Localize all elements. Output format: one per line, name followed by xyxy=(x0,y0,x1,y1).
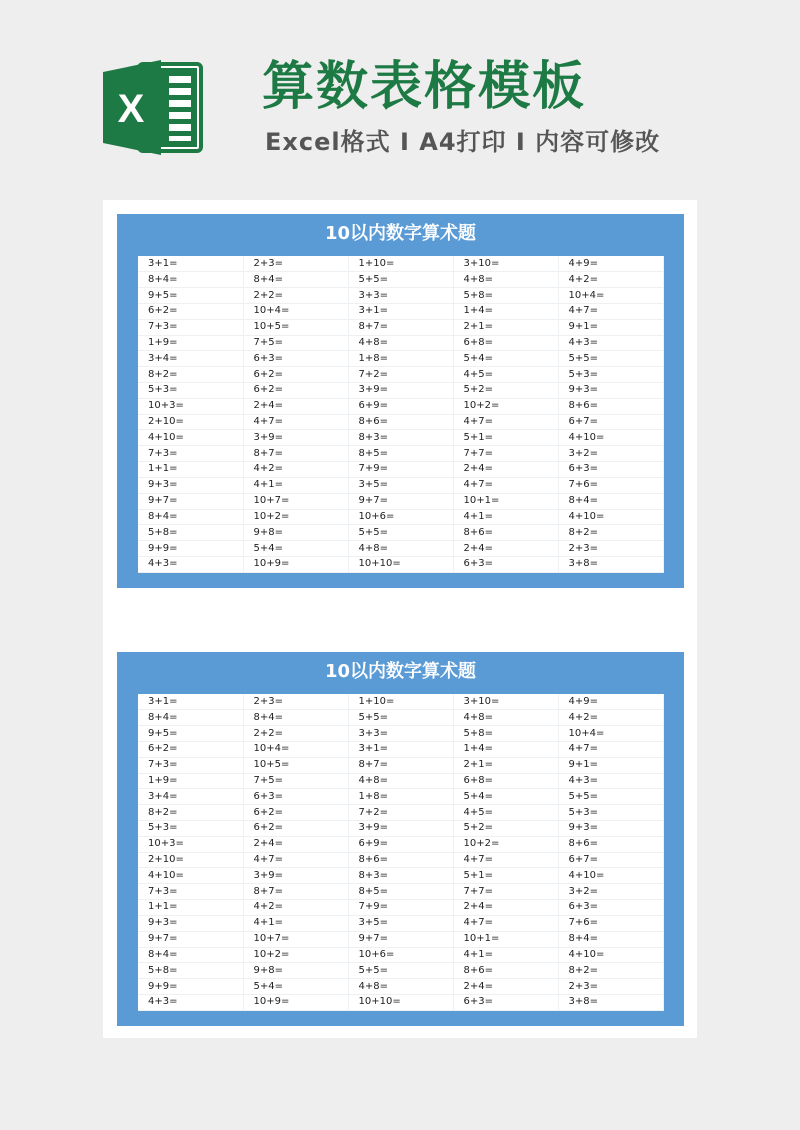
exercise-cell[interactable]: 1+8= xyxy=(348,351,453,367)
exercise-cell[interactable]: 3+5= xyxy=(348,915,453,931)
exercise-cell[interactable]: 5+5= xyxy=(348,272,453,288)
exercise-cell[interactable]: 10+9= xyxy=(243,994,348,1010)
exercise-cell[interactable]: 8+4= xyxy=(138,272,243,288)
exercise-cell[interactable]: 2+3= xyxy=(558,541,663,557)
table-row xyxy=(138,694,663,710)
exercise-cell[interactable]: 6+9= xyxy=(348,836,453,852)
exercise-cell[interactable]: 4+2= xyxy=(243,462,348,478)
exercise-cell[interactable]: 6+3= xyxy=(558,900,663,916)
exercise-cell[interactable]: 5+5= xyxy=(558,789,663,805)
exercise-cell[interactable]: 1+4= xyxy=(453,741,558,757)
exercise-cell[interactable]: 4+5= xyxy=(453,367,558,383)
exercise-cell[interactable]: 7+6= xyxy=(558,477,663,493)
table-row xyxy=(138,805,663,821)
exercise-cell[interactable]: 5+8= xyxy=(138,525,243,541)
exercise-cell[interactable]: 7+2= xyxy=(348,805,453,821)
exercise-cell[interactable]: 4+10= xyxy=(558,430,663,446)
exercise-cell[interactable]: 8+3= xyxy=(348,868,453,884)
exercise-cell[interactable]: 9+7= xyxy=(348,493,453,509)
exercise-cell[interactable]: 8+6= xyxy=(348,414,453,430)
exercise-cell[interactable]: 1+9= xyxy=(138,773,243,789)
exercise-cell[interactable]: 8+4= xyxy=(138,947,243,963)
table-row xyxy=(138,789,663,805)
header xyxy=(0,0,800,200)
exercise-table xyxy=(138,256,664,573)
exercise-cell[interactable]: 4+10= xyxy=(138,430,243,446)
exercise-cell[interactable]: 2+2= xyxy=(243,288,348,304)
exercise-cell[interactable]: 2+10= xyxy=(138,414,243,430)
table-row xyxy=(138,272,663,288)
exercise-cell[interactable]: 1+1= xyxy=(138,900,243,916)
exercise-cell[interactable]: 5+5= xyxy=(348,963,453,979)
table-row xyxy=(138,493,663,509)
table-row xyxy=(138,915,663,931)
exercise-cell[interactable]: 10+4= xyxy=(558,288,663,304)
exercise-cell[interactable]: 2+4= xyxy=(453,979,558,995)
exercise-cell[interactable]: 5+2= xyxy=(453,821,558,837)
table-row xyxy=(138,821,663,837)
table-row xyxy=(138,414,663,430)
exercise-panel xyxy=(117,652,684,1026)
table-row xyxy=(138,462,663,478)
exercise-cell[interactable]: 4+1= xyxy=(243,915,348,931)
exercise-cell[interactable]: 6+2= xyxy=(138,741,243,757)
exercise-cell[interactable]: 2+4= xyxy=(453,541,558,557)
exercise-cell[interactable]: 7+5= xyxy=(243,773,348,789)
table-row xyxy=(138,477,663,493)
exercise-cell[interactable]: 3+8= xyxy=(558,556,663,572)
table-row xyxy=(138,726,663,742)
table-row xyxy=(138,351,663,367)
exercise-cell[interactable]: 5+4= xyxy=(453,789,558,805)
exercise-cell[interactable]: 8+6= xyxy=(453,525,558,541)
logo-letter: X xyxy=(117,87,145,131)
exercise-cell[interactable]: 4+7= xyxy=(558,741,663,757)
exercise-cell[interactable]: 4+10= xyxy=(138,868,243,884)
exercise-cell[interactable]: 4+3= xyxy=(558,335,663,351)
exercise-cell[interactable]: 8+6= xyxy=(558,398,663,414)
exercise-cell[interactable]: 10+2= xyxy=(243,509,348,525)
exercise-cell[interactable]: 1+8= xyxy=(348,789,453,805)
exercise-cell[interactable]: 4+3= xyxy=(558,773,663,789)
exercise-cell[interactable]: 6+8= xyxy=(453,773,558,789)
exercise-cell[interactable]: 9+8= xyxy=(243,963,348,979)
exercise-cell[interactable]: 5+5= xyxy=(348,525,453,541)
exercise-cell[interactable]: 4+8= xyxy=(348,335,453,351)
exercise-cell[interactable]: 10+1= xyxy=(453,931,558,947)
exercise-cell[interactable]: 4+8= xyxy=(453,272,558,288)
table-row xyxy=(138,525,663,541)
exercise-cell[interactable]: 10+9= xyxy=(243,556,348,572)
exercise-cell[interactable]: 10+10= xyxy=(348,556,453,572)
exercise-cell[interactable]: 10+6= xyxy=(348,509,453,525)
exercise-cell[interactable]: 8+7= xyxy=(243,884,348,900)
exercise-cell[interactable]: 8+6= xyxy=(558,836,663,852)
exercise-cell[interactable]: 10+5= xyxy=(243,757,348,773)
exercise-cell[interactable]: 4+5= xyxy=(453,805,558,821)
exercise-cell[interactable]: 4+1= xyxy=(453,947,558,963)
exercise-cell[interactable]: 10+4= xyxy=(558,726,663,742)
exercise-cell[interactable]: 8+2= xyxy=(558,525,663,541)
exercise-cell[interactable]: 8+7= xyxy=(348,319,453,335)
exercise-cell[interactable]: 8+6= xyxy=(453,963,558,979)
table-row xyxy=(138,773,663,789)
exercise-cell[interactable]: 4+3= xyxy=(138,556,243,572)
exercise-cell[interactable]: 4+2= xyxy=(558,272,663,288)
table-row xyxy=(138,556,663,572)
exercise-cell[interactable]: 5+8= xyxy=(138,963,243,979)
exercise-cell[interactable]: 4+7= xyxy=(453,477,558,493)
table-row xyxy=(138,963,663,979)
exercise-cell[interactable]: 4+7= xyxy=(453,414,558,430)
exercise-cell[interactable]: 6+3= xyxy=(243,789,348,805)
exercise-cell[interactable]: 7+7= xyxy=(453,884,558,900)
table-row xyxy=(138,303,663,319)
exercise-cell[interactable]: 9+3= xyxy=(138,477,243,493)
excel-logo-icon xyxy=(103,60,203,155)
exercise-cell[interactable]: 10+7= xyxy=(243,493,348,509)
exercise-panel xyxy=(117,214,684,588)
exercise-cell[interactable]: 6+7= xyxy=(558,852,663,868)
table-row xyxy=(138,836,663,852)
page-subtitle: Excel格式 I A4打印 I 内容可修改 xyxy=(265,128,661,156)
exercise-cell[interactable]: 9+7= xyxy=(138,493,243,509)
exercise-cell[interactable]: 7+3= xyxy=(138,446,243,462)
exercise-cell[interactable]: 8+7= xyxy=(348,757,453,773)
worksheet-paper xyxy=(103,200,697,1038)
table-row xyxy=(138,430,663,446)
exercise-cell[interactable]: 4+3= xyxy=(138,994,243,1010)
exercise-cell[interactable]: 7+9= xyxy=(348,462,453,478)
exercise-cell[interactable]: 4+2= xyxy=(558,710,663,726)
exercise-cell[interactable]: 1+9= xyxy=(138,335,243,351)
exercise-cell[interactable]: 8+4= xyxy=(138,509,243,525)
exercise-cell[interactable]: 9+7= xyxy=(138,931,243,947)
table-row xyxy=(138,710,663,726)
exercise-cell[interactable]: 3+10= xyxy=(453,256,558,272)
exercise-cell[interactable]: 2+3= xyxy=(558,979,663,995)
exercise-cell[interactable]: 4+10= xyxy=(558,947,663,963)
exercise-cell[interactable]: 3+4= xyxy=(138,351,243,367)
exercise-cell[interactable]: 5+3= xyxy=(138,383,243,399)
exercise-cell[interactable]: 3+4= xyxy=(138,789,243,805)
exercise-cell[interactable]: 4+7= xyxy=(558,303,663,319)
exercise-cell[interactable]: 9+8= xyxy=(243,525,348,541)
exercise-cell[interactable]: 2+2= xyxy=(243,726,348,742)
exercise-cell[interactable]: 5+3= xyxy=(558,805,663,821)
exercise-cell[interactable]: 5+5= xyxy=(558,351,663,367)
exercise-cell[interactable]: 3+9= xyxy=(243,868,348,884)
table-row xyxy=(138,319,663,335)
exercise-cell[interactable]: 9+7= xyxy=(348,931,453,947)
exercise-cell[interactable]: 3+10= xyxy=(453,694,558,710)
exercise-table-body xyxy=(138,256,663,573)
table-row xyxy=(138,541,663,557)
exercise-cell[interactable]: 2+4= xyxy=(453,462,558,478)
exercise-cell[interactable]: 3+1= xyxy=(138,694,243,710)
exercise-cell[interactable]: 5+2= xyxy=(453,383,558,399)
exercise-cell[interactable]: 10+2= xyxy=(453,398,558,414)
exercise-cell[interactable]: 7+3= xyxy=(138,757,243,773)
exercise-cell[interactable]: 4+8= xyxy=(348,773,453,789)
exercise-cell[interactable]: 10+10= xyxy=(348,994,453,1010)
table-row xyxy=(138,335,663,351)
table-row xyxy=(138,900,663,916)
panel-title: 10以内数字算术题 xyxy=(324,223,477,244)
exercise-cell[interactable]: 2+1= xyxy=(453,757,558,773)
exercise-cell[interactable]: 4+7= xyxy=(453,915,558,931)
exercise-table xyxy=(138,694,664,1011)
exercise-cell[interactable]: 3+2= xyxy=(558,446,663,462)
exercise-cell[interactable]: 5+4= xyxy=(243,979,348,995)
exercise-cell[interactable]: 10+2= xyxy=(453,836,558,852)
exercise-cell[interactable]: 8+5= xyxy=(348,884,453,900)
exercise-cell[interactable]: 8+4= xyxy=(558,931,663,947)
table-row xyxy=(138,994,663,1010)
exercise-cell[interactable]: 4+1= xyxy=(453,509,558,525)
exercise-cell[interactable]: 2+4= xyxy=(243,398,348,414)
exercise-cell[interactable]: 3+8= xyxy=(558,994,663,1010)
exercise-cell[interactable]: 10+2= xyxy=(243,947,348,963)
exercise-cell[interactable]: 8+4= xyxy=(243,272,348,288)
exercise-cell[interactable]: 3+3= xyxy=(348,288,453,304)
exercise-cell[interactable]: 4+8= xyxy=(348,979,453,995)
exercise-cell[interactable]: 5+1= xyxy=(453,868,558,884)
exercise-cell[interactable]: 10+5= xyxy=(243,319,348,335)
exercise-cell[interactable]: 4+1= xyxy=(243,477,348,493)
exercise-table-body xyxy=(138,694,663,1011)
exercise-cell[interactable]: 7+3= xyxy=(138,884,243,900)
exercise-cell[interactable]: 3+1= xyxy=(348,741,453,757)
exercise-cell[interactable]: 6+2= xyxy=(243,821,348,837)
exercise-cell[interactable]: 6+3= xyxy=(558,462,663,478)
table-row xyxy=(138,288,663,304)
exercise-cell[interactable]: 2+3= xyxy=(243,694,348,710)
exercise-cell[interactable]: 9+9= xyxy=(138,979,243,995)
table-row xyxy=(138,931,663,947)
exercise-cell[interactable]: 3+1= xyxy=(348,303,453,319)
exercise-cell[interactable]: 1+4= xyxy=(453,303,558,319)
table-row xyxy=(138,398,663,414)
exercise-cell[interactable]: 4+10= xyxy=(558,509,663,525)
exercise-cell[interactable]: 7+5= xyxy=(243,335,348,351)
exercise-cell[interactable]: 9+3= xyxy=(558,383,663,399)
exercise-cell[interactable]: 1+10= xyxy=(348,694,453,710)
table-row xyxy=(138,979,663,995)
exercise-cell[interactable]: 5+3= xyxy=(558,367,663,383)
exercise-cell[interactable]: 1+10= xyxy=(348,256,453,272)
exercise-cell[interactable]: 4+2= xyxy=(243,900,348,916)
table-row xyxy=(138,852,663,868)
table-row xyxy=(138,509,663,525)
exercise-cell[interactable]: 8+4= xyxy=(138,710,243,726)
table-row xyxy=(138,446,663,462)
exercise-cell[interactable]: 4+7= xyxy=(453,852,558,868)
exercise-cell[interactable]: 3+3= xyxy=(348,726,453,742)
exercise-cell[interactable]: 2+4= xyxy=(453,900,558,916)
exercise-cell[interactable]: 6+7= xyxy=(558,414,663,430)
exercise-cell[interactable]: 10+1= xyxy=(453,493,558,509)
exercise-cell[interactable]: 7+3= xyxy=(138,319,243,335)
exercise-cell[interactable]: 6+3= xyxy=(453,994,558,1010)
exercise-cell[interactable]: 2+10= xyxy=(138,852,243,868)
table-row xyxy=(138,741,663,757)
exercise-cell[interactable]: 6+2= xyxy=(243,383,348,399)
exercise-cell[interactable]: 2+3= xyxy=(243,256,348,272)
exercise-cell[interactable]: 8+4= xyxy=(558,493,663,509)
exercise-cell[interactable]: 5+8= xyxy=(453,726,558,742)
exercise-cell[interactable]: 4+7= xyxy=(243,852,348,868)
exercise-cell[interactable]: 7+7= xyxy=(453,446,558,462)
exercise-cell[interactable]: 10+3= xyxy=(138,398,243,414)
table-row xyxy=(138,868,663,884)
exercise-cell[interactable]: 4+8= xyxy=(453,710,558,726)
exercise-cell[interactable]: 8+4= xyxy=(243,710,348,726)
exercise-cell[interactable]: 5+4= xyxy=(243,541,348,557)
exercise-cell[interactable]: 8+2= xyxy=(138,805,243,821)
exercise-cell[interactable]: 4+9= xyxy=(558,256,663,272)
table-row xyxy=(138,367,663,383)
exercise-cell[interactable]: 7+6= xyxy=(558,915,663,931)
exercise-cell[interactable]: 8+5= xyxy=(348,446,453,462)
exercise-cell[interactable]: 6+9= xyxy=(348,398,453,414)
table-row xyxy=(138,947,663,963)
exercise-cell[interactable]: 5+5= xyxy=(348,710,453,726)
exercise-cell[interactable]: 9+5= xyxy=(138,726,243,742)
exercise-cell[interactable]: 6+2= xyxy=(243,805,348,821)
exercise-cell[interactable]: 8+2= xyxy=(138,367,243,383)
exercise-cell[interactable]: 9+3= xyxy=(558,821,663,837)
exercise-cell[interactable]: 6+3= xyxy=(453,556,558,572)
table-row xyxy=(138,884,663,900)
table-row xyxy=(138,757,663,773)
exercise-cell[interactable]: 7+2= xyxy=(348,367,453,383)
exercise-cell[interactable]: 5+1= xyxy=(453,430,558,446)
exercise-cell[interactable]: 10+4= xyxy=(243,303,348,319)
exercise-cell[interactable]: 9+3= xyxy=(138,915,243,931)
exercise-cell[interactable]: 9+9= xyxy=(138,541,243,557)
exercise-cell[interactable]: 5+3= xyxy=(138,821,243,837)
exercise-cell[interactable]: 6+3= xyxy=(243,351,348,367)
exercise-cell[interactable]: 10+4= xyxy=(243,741,348,757)
exercise-cell[interactable]: 10+7= xyxy=(243,931,348,947)
exercise-cell[interactable]: 4+10= xyxy=(558,868,663,884)
exercise-cell[interactable]: 1+1= xyxy=(138,462,243,478)
exercise-cell[interactable]: 8+7= xyxy=(243,446,348,462)
exercise-cell[interactable]: 6+8= xyxy=(453,335,558,351)
exercise-cell[interactable]: 8+6= xyxy=(348,852,453,868)
exercise-cell[interactable]: 2+4= xyxy=(243,836,348,852)
exercise-cell[interactable]: 10+6= xyxy=(348,947,453,963)
exercise-cell[interactable]: 8+2= xyxy=(558,963,663,979)
exercise-cell[interactable]: 2+1= xyxy=(453,319,558,335)
exercise-cell[interactable]: 3+9= xyxy=(348,821,453,837)
exercise-cell[interactable]: 3+9= xyxy=(243,430,348,446)
exercise-cell[interactable]: 5+8= xyxy=(453,288,558,304)
exercise-cell[interactable]: 3+5= xyxy=(348,477,453,493)
exercise-cell[interactable]: 6+2= xyxy=(243,367,348,383)
table-row xyxy=(138,383,663,399)
page-title: 算数表格模板 xyxy=(262,57,587,117)
exercise-cell[interactable]: 3+9= xyxy=(348,383,453,399)
exercise-cell[interactable]: 9+1= xyxy=(558,319,663,335)
panel-title: 10以内数字算术题 xyxy=(324,661,477,682)
exercise-cell[interactable]: 6+2= xyxy=(138,303,243,319)
exercise-cell[interactable]: 10+3= xyxy=(138,836,243,852)
exercise-cell[interactable]: 9+1= xyxy=(558,757,663,773)
exercise-cell[interactable]: 3+1= xyxy=(138,256,243,272)
exercise-cell[interactable]: 5+4= xyxy=(453,351,558,367)
exercise-cell[interactable]: 3+2= xyxy=(558,884,663,900)
table-row xyxy=(138,256,663,272)
exercise-cell[interactable]: 4+9= xyxy=(558,694,663,710)
exercise-cell[interactable]: 9+5= xyxy=(138,288,243,304)
exercise-cell[interactable]: 7+9= xyxy=(348,900,453,916)
exercise-cell[interactable]: 4+8= xyxy=(348,541,453,557)
exercise-cell[interactable]: 8+3= xyxy=(348,430,453,446)
exercise-cell[interactable]: 4+7= xyxy=(243,414,348,430)
